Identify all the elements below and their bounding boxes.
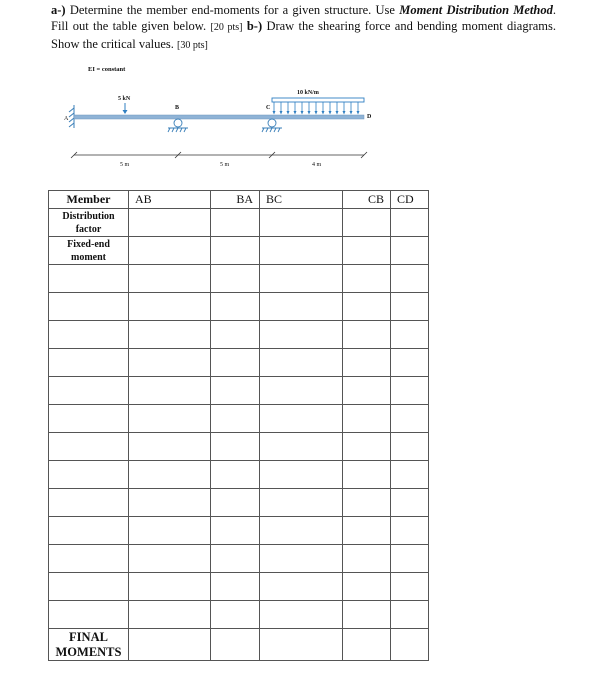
table-cell[interactable] — [343, 573, 391, 601]
header-ba: BA — [211, 191, 260, 209]
span-2-label: 5 m — [220, 162, 230, 168]
table-cell[interactable] — [211, 293, 260, 321]
header-cb: CB — [343, 191, 391, 209]
row-label: FINAL MOMENTS — [49, 629, 129, 661]
table-cell[interactable] — [343, 293, 391, 321]
table-cell[interactable] — [211, 377, 260, 405]
distributed-load-icon — [272, 98, 364, 115]
table-cell[interactable] — [343, 209, 391, 237]
row-label-empty — [49, 601, 129, 629]
row-label-empty — [49, 489, 129, 517]
row-label-empty — [49, 545, 129, 573]
table-cell[interactable] — [129, 433, 211, 461]
table-row — [49, 489, 429, 517]
table-row — [49, 545, 429, 573]
table-cell[interactable] — [260, 629, 343, 661]
row-label-empty — [49, 461, 129, 489]
row-label-empty — [49, 377, 129, 405]
table-cell[interactable] — [211, 209, 260, 237]
row-label-empty — [49, 293, 129, 321]
ei-label: EI = constant — [88, 66, 126, 73]
beam-diagram — [0, 60, 613, 180]
table-cell[interactable] — [391, 629, 429, 661]
table-cell[interactable] — [343, 237, 391, 265]
table-cell[interactable] — [211, 545, 260, 573]
table-cell[interactable] — [211, 321, 260, 349]
row-label-empty — [49, 433, 129, 461]
table-cell[interactable] — [343, 517, 391, 545]
header-member: Member — [49, 191, 129, 209]
table-cell[interactable] — [260, 517, 343, 545]
table-row — [49, 377, 429, 405]
table-row — [49, 405, 429, 433]
table-cell[interactable] — [391, 209, 429, 237]
table-row — [49, 601, 429, 629]
row-label-empty — [49, 349, 129, 377]
distributed-load-label: 10 kN/m — [297, 90, 319, 96]
part-a-text-2: . Fill out the table given below. — [51, 3, 556, 33]
part-b-text: Draw the shearing force and bending moment diagrams. Show the critical values. — [51, 19, 556, 51]
table-cell[interactable] — [129, 545, 211, 573]
span-3-label: 4 m — [312, 162, 322, 168]
node-a-label: A — [64, 116, 69, 122]
table-cell[interactable] — [260, 601, 343, 629]
table-cell[interactable] — [343, 601, 391, 629]
table-cell[interactable] — [391, 545, 429, 573]
part-b-points: [30 pts] — [177, 40, 208, 51]
table-row — [49, 433, 429, 461]
part-a-points: [20 pts] — [210, 22, 243, 33]
table-cell[interactable] — [343, 349, 391, 377]
table-cell[interactable] — [260, 209, 343, 237]
table-row — [49, 629, 429, 661]
table-row — [49, 293, 429, 321]
table-cell[interactable] — [129, 573, 211, 601]
table-cell[interactable] — [129, 405, 211, 433]
table-cell[interactable] — [211, 601, 260, 629]
row-label: Fixed-end moment — [49, 237, 129, 265]
table-cell[interactable] — [211, 265, 260, 293]
table-cell[interactable] — [260, 293, 343, 321]
table-cell[interactable] — [129, 489, 211, 517]
table-header-row — [49, 191, 429, 209]
table-cell[interactable] — [343, 545, 391, 573]
table-cell[interactable] — [211, 349, 260, 377]
table-cell[interactable] — [391, 601, 429, 629]
header-bc: BC — [260, 191, 343, 209]
problem-statement — [51, 2, 556, 54]
table-cell[interactable] — [211, 489, 260, 517]
table-cell[interactable] — [391, 517, 429, 545]
fixed-support-icon — [69, 105, 74, 128]
table-cell[interactable] — [260, 489, 343, 517]
table-cell[interactable] — [391, 237, 429, 265]
table-cell[interactable] — [391, 489, 429, 517]
point-load-arrow-icon — [123, 103, 128, 114]
table-cell[interactable] — [391, 265, 429, 293]
header-cd: CD — [391, 191, 429, 209]
table-row — [49, 237, 429, 265]
table-row — [49, 209, 429, 237]
table-cell[interactable] — [260, 461, 343, 489]
part-a-label: a-) — [51, 3, 66, 17]
header-ab: AB — [129, 191, 211, 209]
table-cell[interactable] — [391, 293, 429, 321]
table-cell[interactable] — [343, 265, 391, 293]
table-cell[interactable] — [211, 237, 260, 265]
pin-support-b-icon — [168, 119, 188, 132]
span-1-label: 5 m — [120, 162, 130, 168]
table-cell[interactable] — [391, 321, 429, 349]
table-cell[interactable] — [260, 377, 343, 405]
table-cell[interactable] — [129, 601, 211, 629]
table-cell[interactable] — [343, 321, 391, 349]
table-cell[interactable] — [391, 461, 429, 489]
node-d-label: D — [367, 114, 372, 120]
table-cell[interactable] — [129, 629, 211, 661]
beam — [74, 115, 364, 119]
table-cell[interactable] — [391, 405, 429, 433]
table-row — [49, 349, 429, 377]
node-c-label: C — [266, 105, 271, 111]
table-cell[interactable] — [129, 209, 211, 237]
table-cell[interactable] — [211, 517, 260, 545]
table-cell[interactable] — [260, 433, 343, 461]
table-row — [49, 265, 429, 293]
table-cell[interactable] — [343, 433, 391, 461]
row-label-empty — [49, 517, 129, 545]
row-label: Distribution factor — [49, 209, 129, 237]
method-name: Moment Distribution Method — [399, 3, 553, 17]
table-cell[interactable] — [260, 237, 343, 265]
table-cell[interactable] — [260, 321, 343, 349]
table-cell[interactable] — [129, 349, 211, 377]
part-a-text-1: Determine the member end-moments for a given structure. Use — [65, 3, 400, 17]
table-cell[interactable] — [129, 265, 211, 293]
table-cell[interactable] — [391, 377, 429, 405]
table-cell[interactable] — [260, 573, 343, 601]
table-cell[interactable] — [260, 545, 343, 573]
row-label-empty — [49, 405, 129, 433]
table-cell[interactable] — [211, 433, 260, 461]
table-cell[interactable] — [343, 489, 391, 517]
table-cell[interactable] — [211, 405, 260, 433]
table-cell[interactable] — [343, 461, 391, 489]
part-b-label: b-) — [242, 19, 263, 33]
pin-support-c-icon — [262, 119, 282, 132]
table-cell[interactable] — [391, 349, 429, 377]
table-cell[interactable] — [343, 377, 391, 405]
table-cell[interactable] — [260, 405, 343, 433]
table-cell[interactable] — [391, 573, 429, 601]
table-row — [49, 461, 429, 489]
table-cell[interactable] — [343, 629, 391, 661]
table-cell[interactable] — [343, 405, 391, 433]
dimension-line — [71, 152, 367, 158]
row-label-empty — [49, 573, 129, 601]
table-cell[interactable] — [129, 461, 211, 489]
point-load-label: 5 kN — [118, 96, 131, 102]
node-b-label: B — [175, 105, 180, 111]
table-cell[interactable] — [211, 629, 260, 661]
table-cell[interactable] — [260, 265, 343, 293]
table-cell[interactable] — [260, 349, 343, 377]
row-label-empty — [49, 321, 129, 349]
table-row — [49, 573, 429, 601]
table-cell[interactable] — [129, 237, 211, 265]
table-cell[interactable] — [129, 321, 211, 349]
table-cell[interactable] — [211, 573, 260, 601]
table-cell[interactable] — [391, 433, 429, 461]
table-cell[interactable] — [129, 517, 211, 545]
table-row — [49, 517, 429, 545]
table-cell[interactable] — [129, 377, 211, 405]
moment-distribution-table — [48, 190, 429, 661]
row-label-empty — [49, 265, 129, 293]
table-cell[interactable] — [129, 293, 211, 321]
table-cell[interactable] — [211, 461, 260, 489]
table-row — [49, 321, 429, 349]
